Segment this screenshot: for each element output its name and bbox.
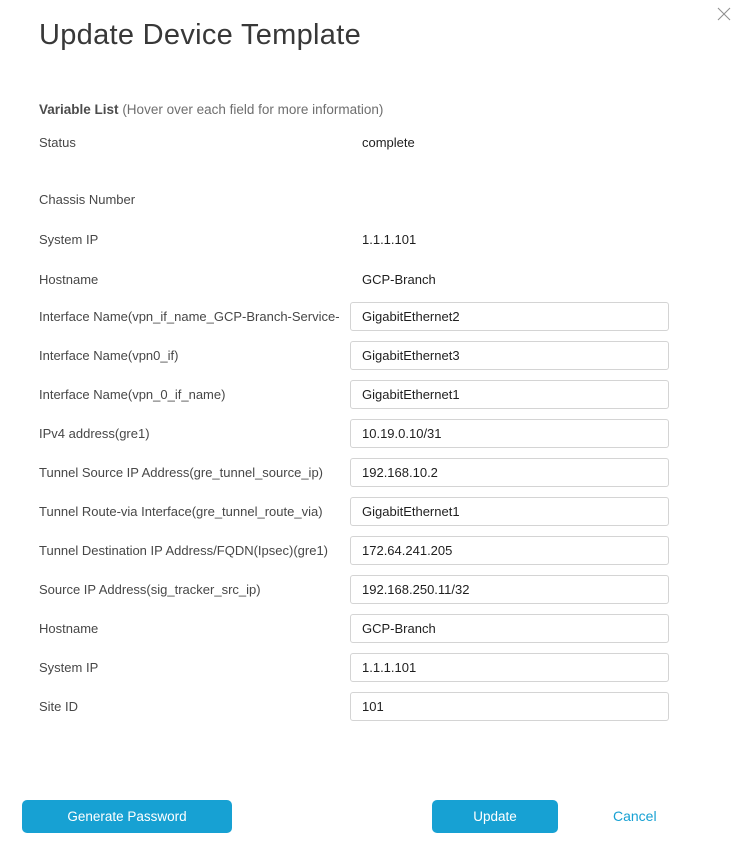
field-label: Tunnel Destination IP Address/FQDN(Ipsec)(gre1) [39,543,329,558]
field-row-status [39,134,669,150]
field-label: System IP [39,660,99,675]
cancel-button[interactable]: Cancel [613,808,657,824]
ipv4-address-gre1-input[interactable] [350,419,669,448]
variable-list-title: Variable List [39,102,119,117]
generate-password-button[interactable]: Generate Password [22,800,232,833]
field-label: Site ID [39,699,79,714]
site-id-input[interactable] [350,692,669,721]
field-row-site-id [39,692,669,721]
field-value: complete [362,134,415,150]
field-label: Tunnel Source IP Address(gre_tunnel_source_ip) [39,465,324,480]
close-icon[interactable] [715,5,733,23]
system-ip-input[interactable] [350,653,669,682]
field-row-interface-name-vpn-0-if-name [39,380,669,409]
field-row-interface-name-service [39,302,669,331]
variable-list-header [39,102,383,117]
page-title: Update Device Template [39,19,362,51]
hostname-input[interactable] [350,614,669,643]
field-row-system-ip [39,653,669,682]
field-label: Tunnel Route-via Interface(gre_tunnel_route_via) [39,504,323,519]
field-row-source-ip-tracker [39,575,669,604]
field-row-chassis-number [39,191,669,207]
interface-name-service-input[interactable] [350,302,669,331]
field-label: Interface Name(vpn_0_if_name) [39,387,226,402]
field-label: Interface Name(vpn_if_name_GCP-Branch-Service- [39,309,340,324]
field-label: Hostname [39,621,99,636]
tunnel-source-ip-input[interactable] [350,458,669,487]
tunnel-destination-ip-input[interactable] [350,536,669,565]
field-label: Status [39,134,76,150]
update-button[interactable]: Update [432,800,558,833]
dialog-footer [0,800,752,834]
field-row-tunnel-destination-ip [39,536,669,565]
field-label: Chassis Number [39,191,136,207]
field-label: Hostname [39,271,99,287]
field-row-interface-name-vpn0-if [39,341,669,370]
field-label: Source IP Address(sig_tracker_src_ip) [39,582,261,597]
interface-name-vpn-0-if-name-input[interactable] [350,380,669,409]
field-label: IPv4 address(gre1) [39,426,150,441]
field-value: GCP-Branch [362,271,436,287]
field-row-hostname-static [39,271,669,287]
field-row-tunnel-route-via [39,497,669,526]
tunnel-route-via-input[interactable] [350,497,669,526]
field-row-tunnel-source-ip [39,458,669,487]
field-row-hostname [39,614,669,643]
field-label: System IP [39,231,99,247]
variable-list-hint: (Hover over each field for more information) [122,102,384,117]
source-ip-tracker-input[interactable] [350,575,669,604]
field-rows [39,134,669,731]
field-row-ipv4-address-gre1 [39,419,669,448]
interface-name-vpn0-if-input[interactable] [350,341,669,370]
field-row-system-ip-static [39,231,669,247]
field-value: 1.1.1.101 [362,231,417,247]
field-label: Interface Name(vpn0_if) [39,348,179,363]
